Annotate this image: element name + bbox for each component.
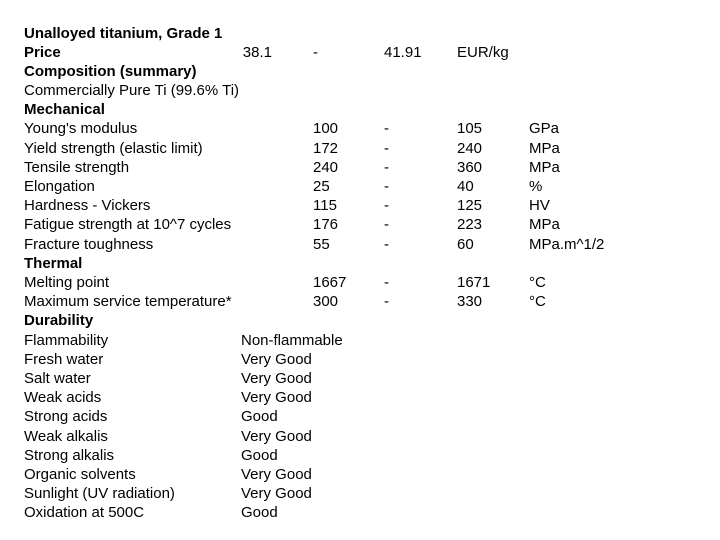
durability-value: Good xyxy=(241,408,278,425)
property-unit: MPa xyxy=(529,140,560,157)
property-row xyxy=(0,292,720,311)
property-min: 115 xyxy=(313,197,337,214)
durability-label: Weak acids xyxy=(24,389,102,406)
property-unit: HV xyxy=(529,197,550,214)
durability-value: Very Good xyxy=(241,389,312,406)
property-max: 60 xyxy=(457,236,474,253)
durability-value: Very Good xyxy=(241,428,312,445)
property-dash: - xyxy=(384,293,389,310)
durability-value: Very Good xyxy=(241,351,312,368)
durability-row xyxy=(0,446,720,465)
property-min: 25 xyxy=(313,178,330,195)
property-min: 172 xyxy=(313,140,339,157)
property-label: Young's modulus xyxy=(24,120,138,137)
price-row xyxy=(0,43,720,62)
property-unit: GPa xyxy=(529,120,560,137)
durability-label: Fresh water xyxy=(24,351,104,368)
property-label: Fatigue strength at 10^7 cycles xyxy=(24,216,232,233)
property-row xyxy=(0,177,720,196)
price-max: 41.91 xyxy=(384,44,422,61)
durability-label: Weak alkalis xyxy=(24,428,108,445)
property-label: Yield strength (elastic limit) xyxy=(24,140,203,157)
property-max: 40 xyxy=(457,178,474,195)
durability-row xyxy=(0,331,720,350)
property-label: Hardness - Vickers xyxy=(24,197,151,214)
durability-label: Strong acids xyxy=(24,408,108,425)
durability-value: Good xyxy=(241,447,278,464)
property-dash: - xyxy=(384,159,389,176)
durability-row xyxy=(0,369,720,388)
property-row xyxy=(0,196,720,215)
title-row xyxy=(0,24,720,43)
price-label: Price xyxy=(24,44,61,61)
mechanical-heading: Mechanical xyxy=(24,101,105,118)
durability-value: Non-flammable xyxy=(241,332,343,349)
property-max: 223 xyxy=(457,216,483,233)
durability-row xyxy=(0,465,720,484)
thermal-heading-row xyxy=(0,254,720,273)
property-row xyxy=(0,158,720,177)
property-max: 105 xyxy=(457,120,483,137)
durability-row xyxy=(0,427,720,446)
property-label: Tensile strength xyxy=(24,159,130,176)
property-label: Maximum service temperature* xyxy=(24,293,232,310)
property-min: 176 xyxy=(313,216,339,233)
durability-row xyxy=(0,407,720,426)
property-row xyxy=(0,119,720,138)
property-label: Elongation xyxy=(24,178,95,195)
property-unit: MPa xyxy=(529,216,560,233)
durability-heading-row xyxy=(0,311,720,330)
property-dash: - xyxy=(384,236,389,253)
property-max: 125 xyxy=(457,197,483,214)
composition-text: Commercially Pure Ti (99.6% Ti) xyxy=(24,82,240,99)
price-min: 38.1 xyxy=(242,44,272,61)
property-min: 300 xyxy=(313,293,339,310)
property-max: 240 xyxy=(457,140,483,157)
durability-row xyxy=(0,503,720,522)
thermal-heading: Thermal xyxy=(24,255,83,272)
durability-row xyxy=(0,484,720,503)
durability-label: Salt water xyxy=(24,370,91,387)
property-row xyxy=(0,273,720,292)
property-min: 100 xyxy=(313,120,339,137)
durability-row xyxy=(0,388,720,407)
price-unit: EUR/kg xyxy=(457,44,509,61)
property-unit: MPa.m^1/2 xyxy=(529,236,605,253)
durability-label: Organic solvents xyxy=(24,466,136,483)
property-row xyxy=(0,215,720,234)
property-dash: - xyxy=(384,140,389,157)
property-min: 1667 xyxy=(313,274,347,291)
composition-text-row xyxy=(0,81,720,100)
property-unit: °C xyxy=(529,293,546,310)
durability-row xyxy=(0,350,720,369)
durability-value: Very Good xyxy=(241,370,312,387)
property-dash: - xyxy=(384,274,389,291)
property-dash: - xyxy=(384,178,389,195)
durability-label: Strong alkalis xyxy=(24,447,115,464)
property-max: 1671 xyxy=(457,274,491,291)
durability-value: Good xyxy=(241,504,278,521)
durability-heading: Durability xyxy=(24,312,94,329)
durability-value: Very Good xyxy=(241,485,312,502)
property-unit: °C xyxy=(529,274,546,291)
property-min: 240 xyxy=(313,159,339,176)
property-max: 360 xyxy=(457,159,483,176)
property-unit: MPa xyxy=(529,159,560,176)
property-dash: - xyxy=(384,197,389,214)
composition-heading: Composition (summary) xyxy=(24,63,197,80)
property-dash: - xyxy=(384,216,389,233)
property-row xyxy=(0,139,720,158)
durability-label: Flammability xyxy=(24,332,109,349)
durability-label: Oxidation at 500C xyxy=(24,504,145,521)
property-unit: % xyxy=(529,178,543,195)
durability-value: Very Good xyxy=(241,466,312,483)
property-label: Melting point xyxy=(24,274,110,291)
price-dash: - xyxy=(313,44,318,61)
mechanical-heading-row xyxy=(0,100,720,119)
property-dash: - xyxy=(384,120,389,137)
durability-label: Sunlight (UV radiation) xyxy=(24,485,175,502)
property-row xyxy=(0,235,720,254)
property-max: 330 xyxy=(457,293,483,310)
property-label: Fracture toughness xyxy=(24,236,154,253)
property-min: 55 xyxy=(313,236,330,253)
material-title: Unalloyed titanium, Grade 1 xyxy=(24,25,223,42)
composition-heading-row xyxy=(0,62,720,81)
